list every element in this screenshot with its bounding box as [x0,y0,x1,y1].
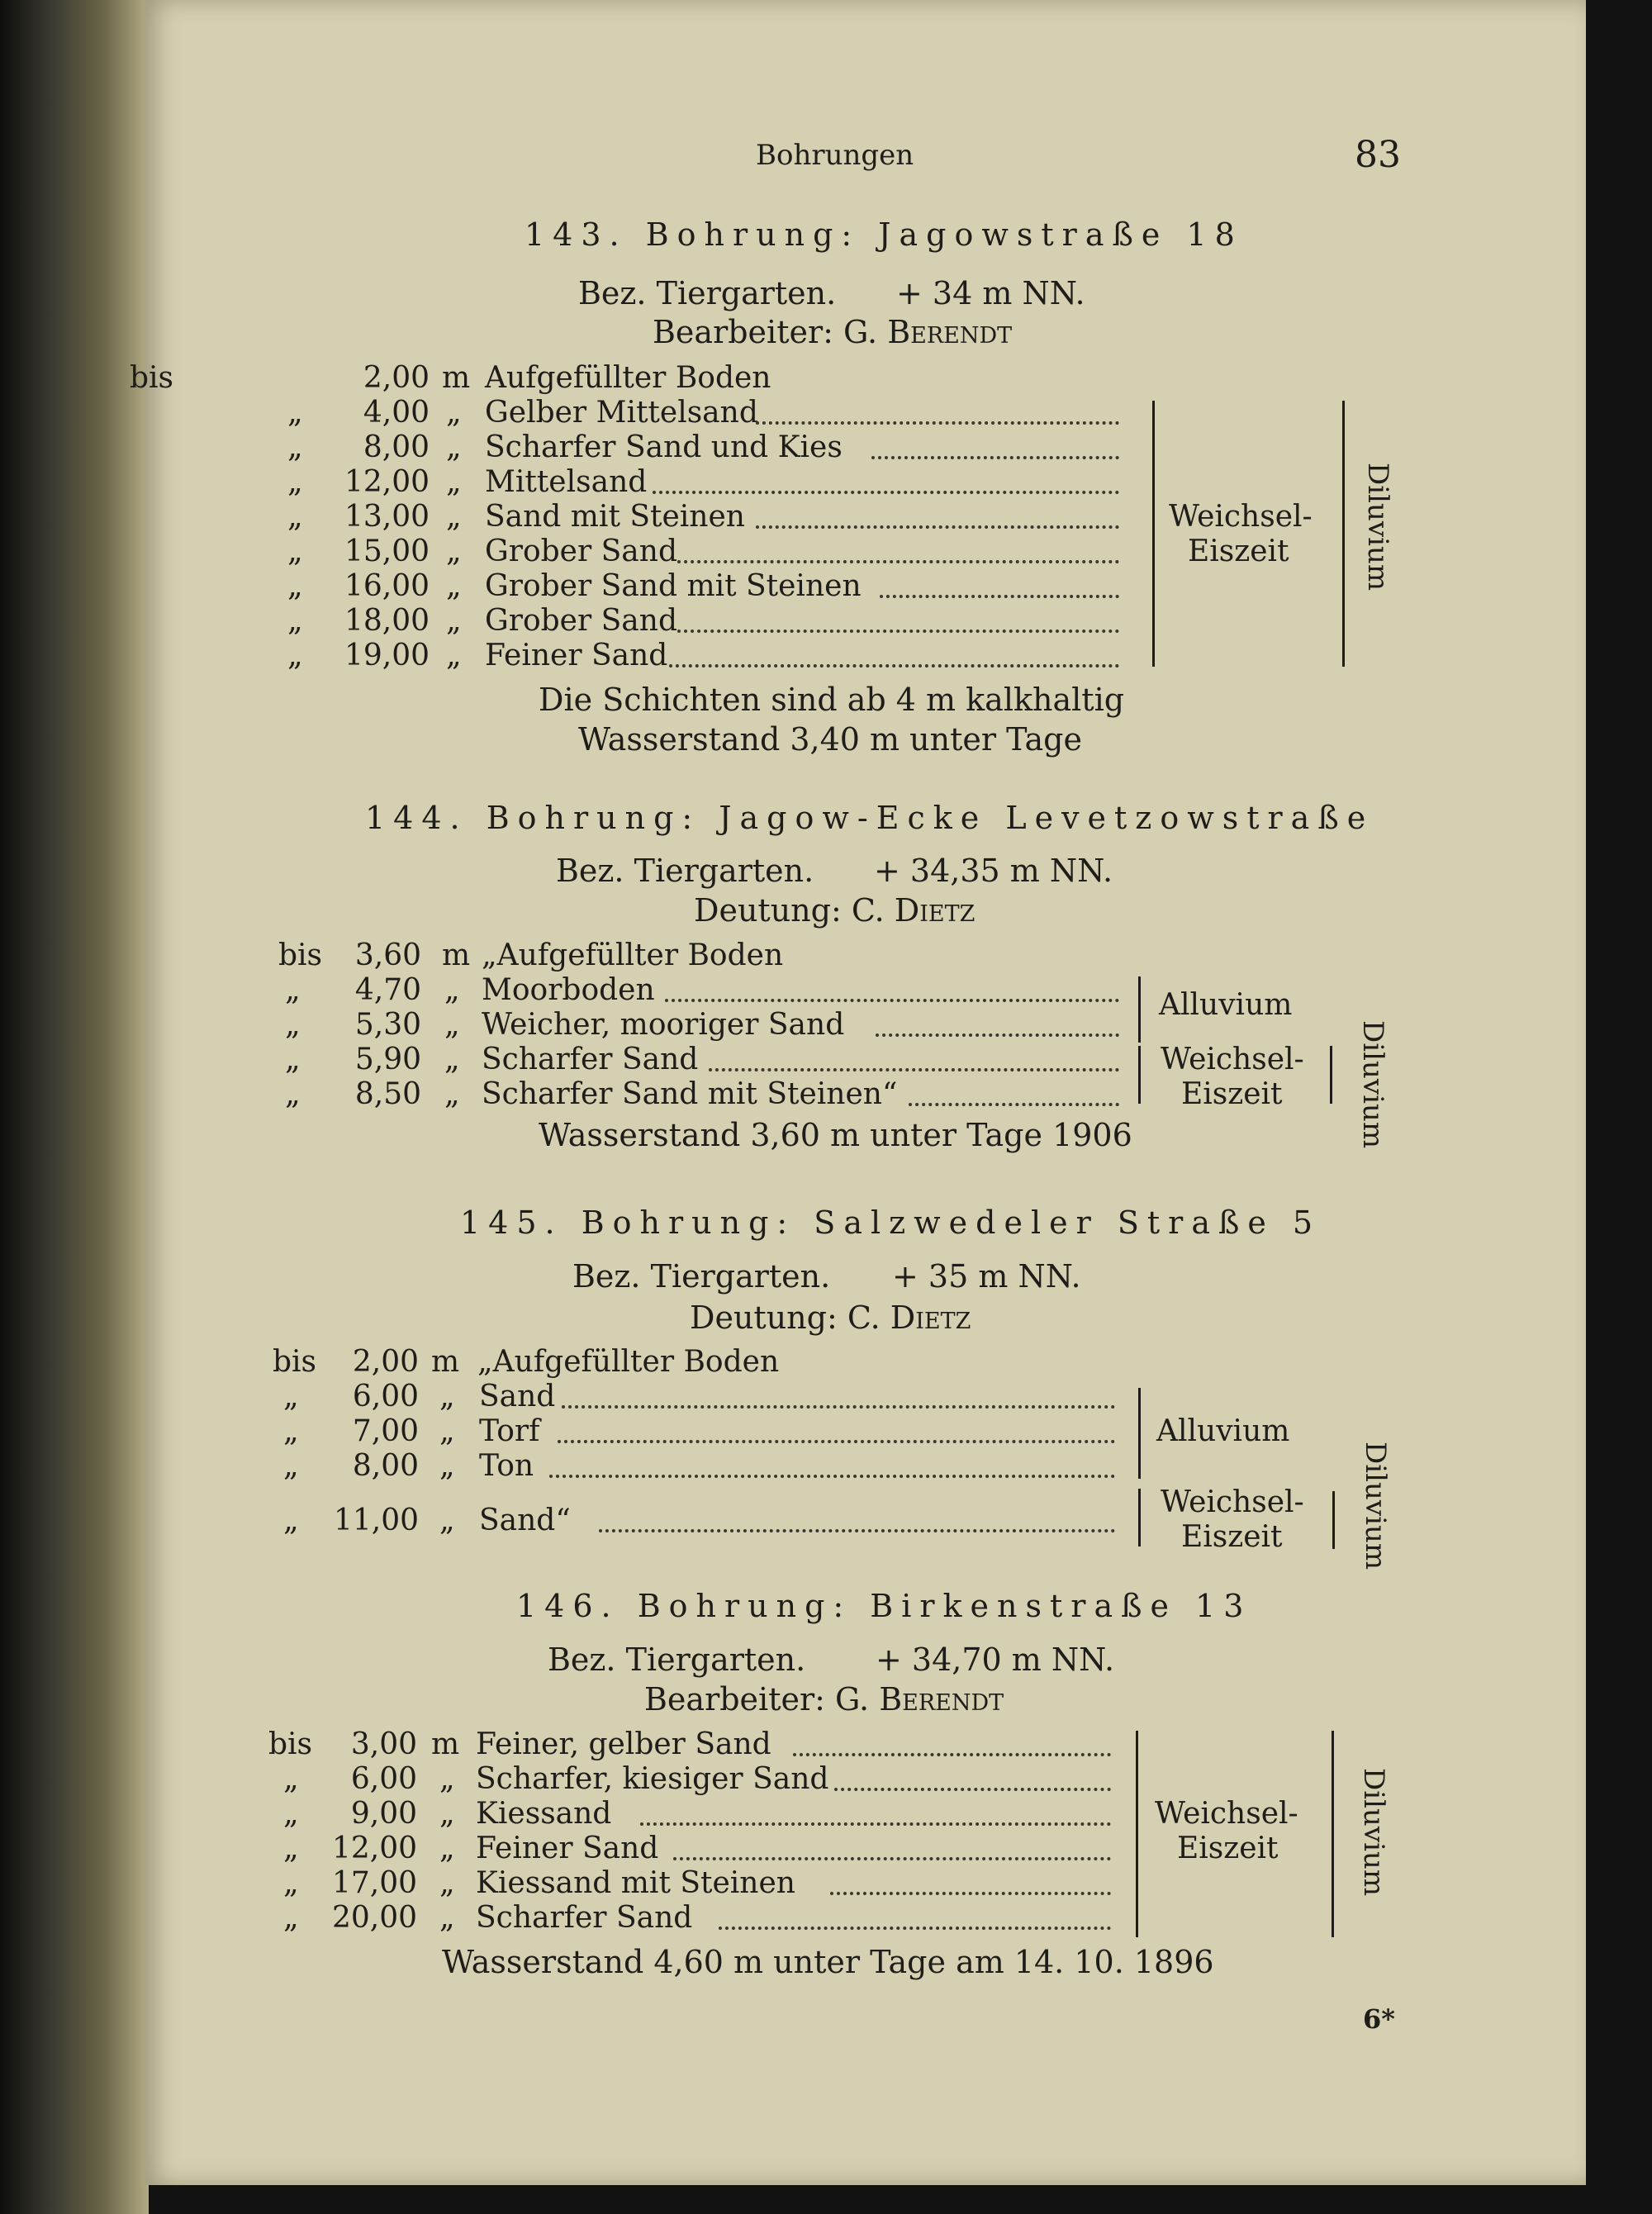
bore-title: 143. Bohrung: Jagowstraße 18 [525,216,1243,253]
group-label: Eiszeit [1177,1832,1279,1865]
row-depth: 3,60 [354,938,421,972]
row-depth: 20,00 [331,1901,417,1935]
row-depth: 8,50 [354,1077,421,1111]
row-unit: „ [446,465,462,499]
row-desc: Scharfer Sand und Kies [485,430,843,464]
row-desc: Mittelsand [485,465,648,499]
group-bracket [1138,1489,1141,1546]
side-bracket [1332,1491,1335,1549]
row-unit: „ [439,1901,455,1935]
row-depth: 5,90 [354,1043,421,1076]
row-depth: 15,00 [344,534,430,568]
row-prefix: „ [287,396,303,430]
leader-dots [830,1892,1111,1895]
note: Die Schichten sind ab 4 m kalkhaltig [539,682,1125,718]
leader-dots [756,421,1119,425]
row-depth: 13,00 [344,500,430,534]
author-name: Berendt [879,1681,1004,1718]
row-desc: Feiner Sand [476,1832,659,1865]
group-label: Weichsel- [1161,1043,1304,1076]
leader-dots [640,1822,1111,1826]
row-depth: 4,00 [363,396,430,430]
bore-title: 146. Bohrung: Birkenstraße 13 [516,1588,1252,1624]
row-unit: „ [446,604,462,638]
row-prefix: „ [283,1901,299,1935]
group-label: Eiszeit [1181,1520,1283,1554]
side-bracket [1332,1731,1334,1937]
note: Wasserstand 3,40 m unter Tage [578,721,1082,758]
side-bracket [1342,401,1345,667]
leader-dots [871,456,1119,459]
author-name: Dietz [890,1299,971,1336]
row-desc: Torf [479,1414,540,1448]
row-unit: „ [446,639,462,672]
group-bracket [1136,1731,1138,1937]
row-desc: Ton [479,1449,534,1483]
group-label: Eiszeit [1188,534,1289,568]
row-depth: 2,00 [352,1345,419,1379]
row-unit: m [442,938,471,972]
row-prefix: „ [287,430,303,464]
leader-dots [793,1753,1111,1756]
leader-dots [562,1405,1115,1409]
group-label: Alluvium [1159,988,1293,1022]
author-name: Dietz [894,892,976,929]
row-prefix: „ [283,1380,299,1413]
row-desc: Weicher, mooriger Sand [482,1008,845,1042]
row-unit: „ [446,396,462,430]
row-unit: „ [439,1414,455,1448]
row-depth: 8,00 [363,430,430,464]
row-unit: „ [439,1449,455,1483]
row-unit: „ [439,1504,455,1537]
row-prefix: „ [287,534,303,568]
leader-dots [599,1529,1115,1532]
group-label: Weichsel- [1169,500,1313,534]
bore-author [690,1299,971,1336]
row-prefix: bis [273,1345,317,1379]
row-unit: „ [444,1077,460,1111]
leader-dots [719,1927,1111,1930]
row-unit: „ [439,1762,455,1796]
row-unit: „ [446,500,462,534]
row-prefix: „ [283,1414,299,1448]
row-unit: „ [439,1380,455,1413]
row-prefix: „ [283,1449,299,1483]
note: Wasserstand 3,60 m unter Tage 1906 [539,1117,1132,1153]
row-depth: 11,00 [333,1504,419,1537]
row-desc: Sand [479,1380,556,1413]
bore-author [694,892,975,929]
bore-district: Bez. Tiergarten. [548,1641,806,1678]
bore-author [653,314,1012,350]
group-label: Weichsel- [1161,1485,1304,1519]
leader-dots [876,1033,1119,1037]
signature-mark: 6* [1363,2003,1395,2035]
group-bracket [1138,1046,1141,1104]
row-prefix: bis [278,938,323,972]
leader-dots [673,1857,1111,1860]
leader-dots [665,999,1119,1002]
row-desc: Scharfer Sand [482,1043,699,1076]
row-depth: 12,00 [331,1832,417,1865]
row-prefix: „ [283,1797,299,1831]
running-title: Bohrungen [756,139,914,172]
row-desc: Sand mit Steinen [485,500,745,534]
bore-title: 144. Bohrung: Jagow-Ecke Levetzowstraße [365,800,1374,836]
row-unit: „ [439,1866,455,1900]
bore-district: Bez. Tiergarten. [556,853,814,889]
leader-dots [709,1068,1119,1071]
bore-district: Bez. Tiergarten. [572,1258,831,1295]
row-prefix: „ [287,569,303,603]
bore-elevation: + 34,70 m NN. [876,1641,1115,1678]
row-depth: 7,00 [352,1414,419,1448]
row-desc: Kiessand [476,1797,612,1831]
page-number: 83 [1355,134,1401,176]
row-depth: 4,70 [354,973,421,1007]
author-label: Deutung: C. [694,892,885,929]
row-depth: 5,30 [354,1008,421,1042]
row-unit: m [431,1727,460,1761]
row-unit: „ [439,1797,455,1831]
leader-dots [677,630,1119,633]
row-unit: „ [446,430,462,464]
row-desc: Feiner, gelber Sand [476,1727,771,1761]
row-prefix: „ [283,1832,299,1865]
group-label: Eiszeit [1181,1077,1283,1111]
row-desc: Sand“ [479,1504,571,1537]
row-prefix: „ [287,465,303,499]
row-prefix: „ [283,1504,299,1537]
row-prefix: „ [283,1762,299,1796]
row-depth: 12,00 [344,465,430,499]
author-label: Deutung: C. [690,1299,881,1336]
group-label: Weichsel- [1155,1797,1298,1831]
row-depth: 3,00 [350,1727,417,1761]
row-desc: Grober Sand mit Steinen [485,569,862,603]
group-label: Alluvium [1156,1414,1290,1448]
bore-elevation: + 34 m NN. [896,275,1085,311]
row-depth: 8,00 [352,1449,419,1483]
row-prefix: „ [287,604,303,638]
row-desc: Scharfer, kiesiger Sand [476,1762,829,1796]
row-prefix: „ [285,1077,301,1111]
bore-author [644,1681,1004,1718]
row-prefix: „ [283,1866,299,1900]
row-prefix: „ [287,639,303,672]
group-bracket [1138,976,1141,1043]
group-bracket [1152,401,1155,667]
row-unit: „ [444,1043,460,1076]
side-label: Diluvium [1357,1768,1390,1897]
note: Wasserstand 4,60 m unter Tage am 14. 10. 1896 [442,1944,1214,1980]
leader-dots [549,1475,1115,1478]
side-label: Diluvium [1356,1020,1389,1149]
leader-dots [653,491,1119,494]
leader-dots [558,1440,1115,1443]
row-unit: „ [446,569,462,603]
author-label: Bearbeiter: G. [653,314,878,350]
leader-dots [669,664,1119,668]
leader-dots [880,595,1119,598]
row-prefix: „ [285,1043,301,1076]
row-unit: „ [446,534,462,568]
row-depth: 6,00 [350,1762,417,1796]
row-prefix: „ [285,1008,301,1042]
side-label: Diluvium [1361,463,1394,592]
author-name: Berendt [887,314,1013,350]
row-desc: „Aufgefüllter Boden [477,1345,780,1379]
row-unit: „ [444,973,460,1007]
row-prefix: „ [287,500,303,534]
row-unit: „ [439,1832,455,1865]
row-depth: 2,00 [363,361,430,395]
side-bracket [1330,1046,1332,1104]
row-depth: 9,00 [350,1797,417,1831]
bore-elevation: + 35 m NN. [892,1258,1081,1295]
bore-district: Bez. Tiergarten. [578,275,837,311]
row-desc: Scharfer Sand [476,1901,693,1935]
row-depth: 16,00 [344,569,430,603]
leader-dots [756,525,1119,529]
row-desc: Grober Sand [485,604,677,638]
row-desc: Kiessand mit Steinen [476,1866,795,1900]
row-desc: Aufgefüllter Boden [485,361,771,395]
row-unit: m [431,1345,460,1379]
row-depth: 19,00 [344,639,430,672]
bore-title: 145. Bohrung: Salzwedeler Straße 5 [460,1204,1322,1241]
bore-elevation: + 34,35 m NN. [874,853,1113,889]
row-unit: „ [444,1008,460,1042]
group-bracket [1138,1388,1141,1479]
row-desc: Scharfer Sand mit Steinen“ [482,1077,898,1111]
row-unit: m [442,361,471,395]
leader-dots [677,560,1119,563]
side-label: Diluvium [1359,1442,1392,1570]
row-prefix: bis [130,361,174,395]
row-desc: Grober Sand [485,534,677,568]
book-spine [0,0,149,2214]
row-desc: Feiner Sand [485,639,668,672]
row-depth: 17,00 [331,1866,417,1900]
row-prefix: „ [285,973,301,1007]
author-label: Bearbeiter: G. [644,1681,870,1718]
row-depth: 18,00 [344,604,430,638]
row-desc: „Aufgefüllter Boden [482,938,784,972]
row-depth: 6,00 [352,1380,419,1413]
leader-dots [834,1788,1111,1791]
row-desc: Moorboden [482,973,655,1007]
row-desc: Gelber Mittelsand [485,396,758,430]
row-prefix: bis [268,1727,313,1761]
leader-dots [909,1103,1119,1106]
